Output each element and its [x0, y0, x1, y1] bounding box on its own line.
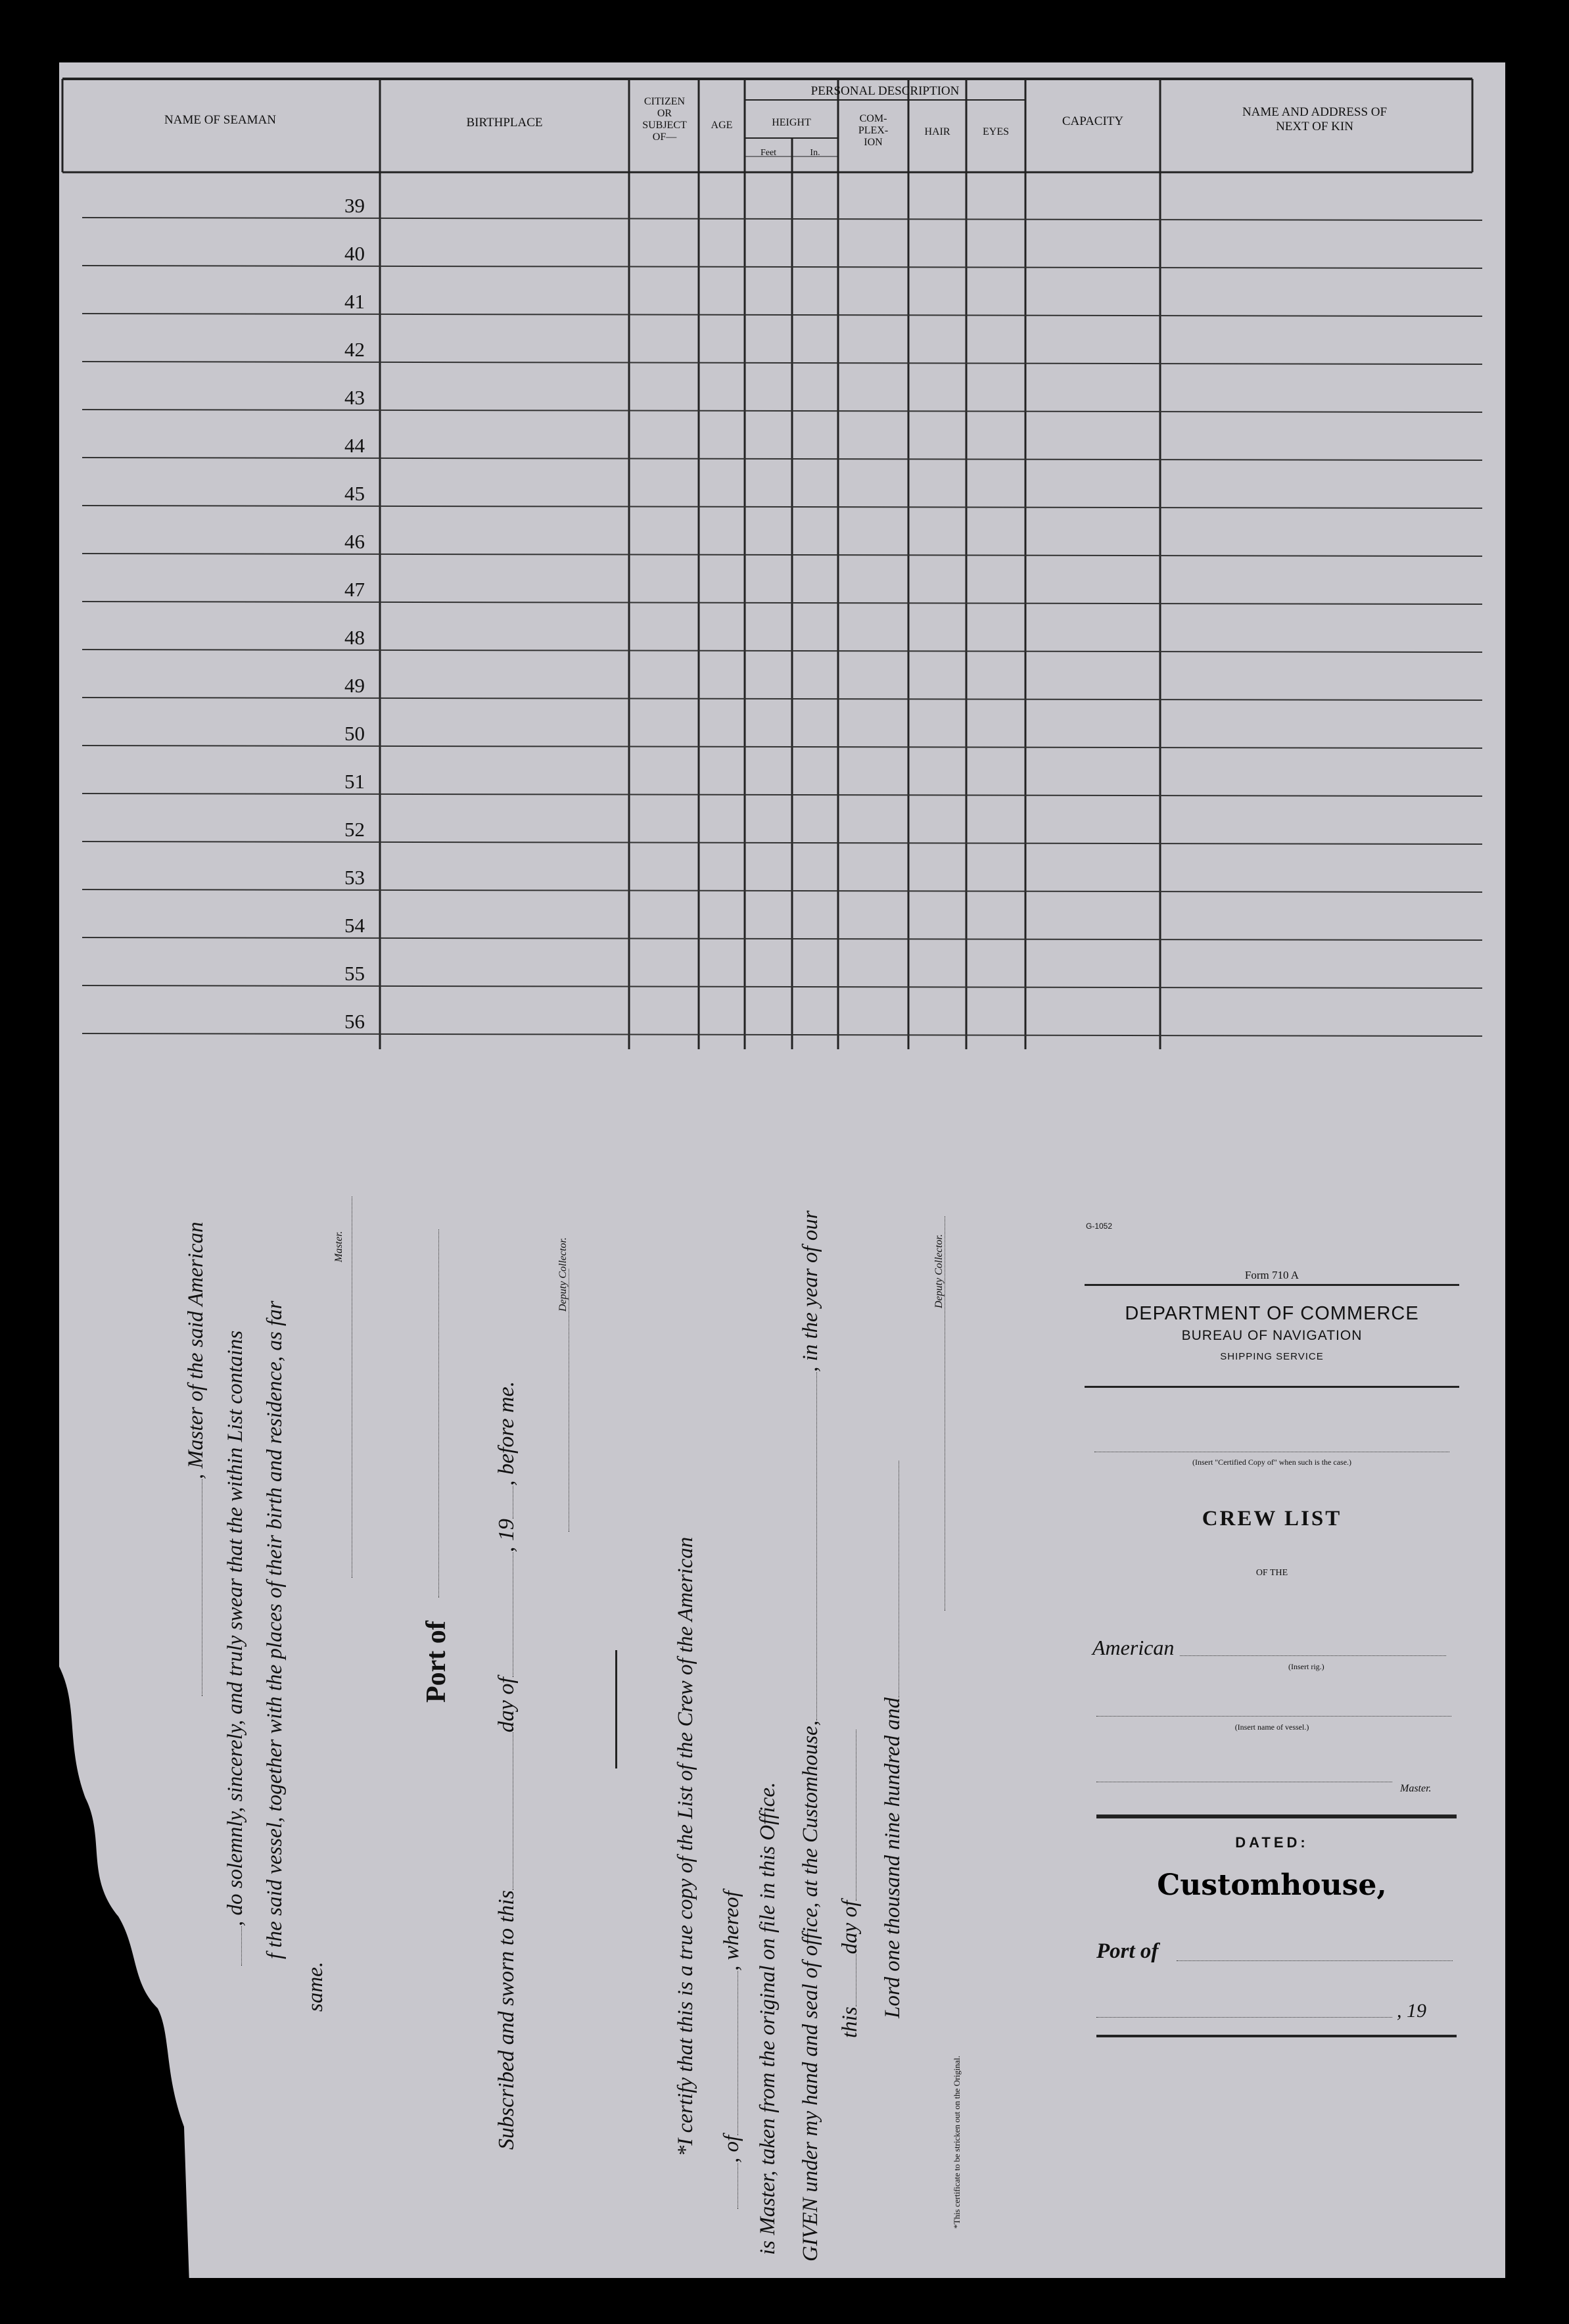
row-number: 55	[344, 962, 365, 985]
col-header-next-of-kin: NAME AND ADDRESS OF NEXT OF KIN	[1242, 105, 1388, 133]
service-name: SHIPPING SERVICE	[1220, 1351, 1324, 1362]
col-header-birthplace: BIRTHPLACE	[466, 116, 543, 130]
oath-line-3: f the said vessel, together with the places of their birth and residence, as far	[263, 1300, 287, 1959]
row-number: 53	[344, 866, 365, 889]
row-number: 41	[344, 290, 365, 313]
row-rule	[82, 218, 1482, 220]
row-rule	[82, 362, 1482, 364]
row-rule	[82, 985, 1482, 988]
certificate-line-lord: Lord one thousand nine hundred and	[881, 1461, 905, 2018]
section-divider	[615, 1650, 617, 1768]
cover-year-prefix: , 19	[1397, 2000, 1426, 2022]
certificate-line-1: *I certify that this is a true copy of the List of the Crew of the American	[674, 1536, 697, 2156]
oath-master-label: Master.	[333, 1231, 344, 1262]
certificate-deputy-label: Deputy Collector.	[933, 1234, 945, 1308]
row-rule	[82, 937, 1482, 940]
customhouse-label: Customhouse,	[1157, 1868, 1387, 1902]
row-number: 40	[344, 242, 365, 265]
row-rule	[82, 698, 1482, 700]
row-number: 48	[344, 626, 365, 649]
row-rule	[82, 794, 1482, 796]
row-rule	[82, 746, 1482, 748]
row-number: 46	[344, 530, 365, 553]
oath-deputy-label: Deputy Collector.	[557, 1237, 569, 1312]
cover-port-line	[1177, 1960, 1453, 1961]
row-rule	[82, 602, 1482, 604]
insert-certified-note: (Insert "Certified Copy of" when such is the case.)	[1192, 1458, 1352, 1467]
torn-corner	[59, 1667, 191, 2324]
col-header-capacity: CAPACITY	[1062, 114, 1124, 128]
row-rule	[82, 650, 1482, 652]
row-number: 56	[344, 1010, 365, 1033]
certificate-line-3: GIVEN under my hand and seal of office, at the Customhouse,, in the year of our	[799, 1210, 822, 2262]
cover-date-line	[1096, 2017, 1392, 2018]
oath-subscribed-line: Subscribed and sworn to thisday of, 19, before me.	[494, 1381, 519, 2150]
col-header-citizen: CITIZEN OR SUBJECT OF—	[642, 96, 687, 143]
col-header-personal-description: PERSONAL DESCRIPTION	[810, 84, 960, 98]
col-header-name: NAME OF SEAMAN	[164, 113, 276, 127]
row-number: 39	[344, 194, 365, 217]
row-number: 43	[344, 386, 365, 409]
row-rule	[82, 458, 1482, 460]
of-the-label: OF THE	[1255, 1568, 1288, 1578]
oath-line-4: same.	[304, 1961, 327, 2012]
row-number: 50	[344, 722, 365, 745]
row-rule	[82, 1033, 1482, 1036]
col-header-hair: HAIR	[924, 126, 950, 137]
cover-rule-mid	[1085, 1386, 1459, 1388]
row-number: 49	[344, 674, 365, 697]
col-header-complexion: COM- PLEX- ION	[858, 113, 889, 148]
col-header-feet: Feet	[760, 148, 777, 158]
col-header-inches: In.	[810, 148, 820, 158]
row-number: 42	[344, 338, 365, 361]
cover-rule-dated-top	[1096, 1814, 1457, 1818]
oath-port-of: Port of	[421, 1621, 452, 1703]
cover-port-of: Port of	[1096, 1939, 1159, 1963]
certificate-footnote: *This certificate to be stricken out on the Original.	[952, 2055, 962, 2229]
certificate-line-2: is Master, taken from the original on file in this Office.	[756, 1782, 780, 2255]
row-number: 47	[344, 578, 365, 601]
rig-line	[1180, 1655, 1446, 1656]
crew-list-title: CREW LIST	[1202, 1507, 1342, 1530]
row-rule	[82, 266, 1482, 268]
form-code: G-1052	[1086, 1221, 1113, 1231]
row-number: 44	[344, 434, 365, 457]
oath-line-2: , do solemnly, sincerely, and truly swear that the within List contains	[223, 1331, 248, 1966]
row-rule	[82, 554, 1482, 556]
row-number: 45	[344, 482, 365, 505]
row-rule	[82, 889, 1482, 892]
form-number: Form 710 A	[1244, 1269, 1300, 1281]
department-name: DEPARTMENT OF COMMERCE	[1125, 1303, 1419, 1324]
bureau-name: BUREAU OF NAVIGATION	[1181, 1328, 1363, 1343]
row-number: 51	[344, 770, 365, 793]
row-number: 54	[344, 914, 365, 937]
col-header-height: HEIGHT	[772, 117, 811, 128]
oath-port-line	[429, 1229, 442, 1598]
col-header-eyes: EYES	[983, 126, 1009, 137]
vessel-name-line	[1096, 1716, 1451, 1717]
row-rule	[82, 842, 1482, 844]
certificate-line-this: thisday of	[838, 1730, 862, 2038]
row-rule	[82, 314, 1482, 316]
cover-rule-top	[1085, 1284, 1459, 1286]
dated-label: DATED:	[1235, 1834, 1309, 1851]
oath-line-1: , Master of the said American	[184, 1221, 208, 1696]
certificate-line-of: , of, whereof	[720, 1891, 744, 2209]
row-rule	[82, 506, 1482, 508]
american-label: American	[1092, 1636, 1175, 1659]
col-header-age: AGE	[711, 120, 733, 131]
insert-rig-note: (Insert rig.)	[1288, 1662, 1324, 1671]
row-rule	[82, 410, 1482, 412]
insert-name-note: (Insert name of vessel.)	[1234, 1722, 1309, 1732]
cover-rule-bottom	[1096, 2035, 1457, 2037]
row-number: 52	[344, 818, 365, 841]
cover-master-label: Master.	[1400, 1783, 1432, 1794]
